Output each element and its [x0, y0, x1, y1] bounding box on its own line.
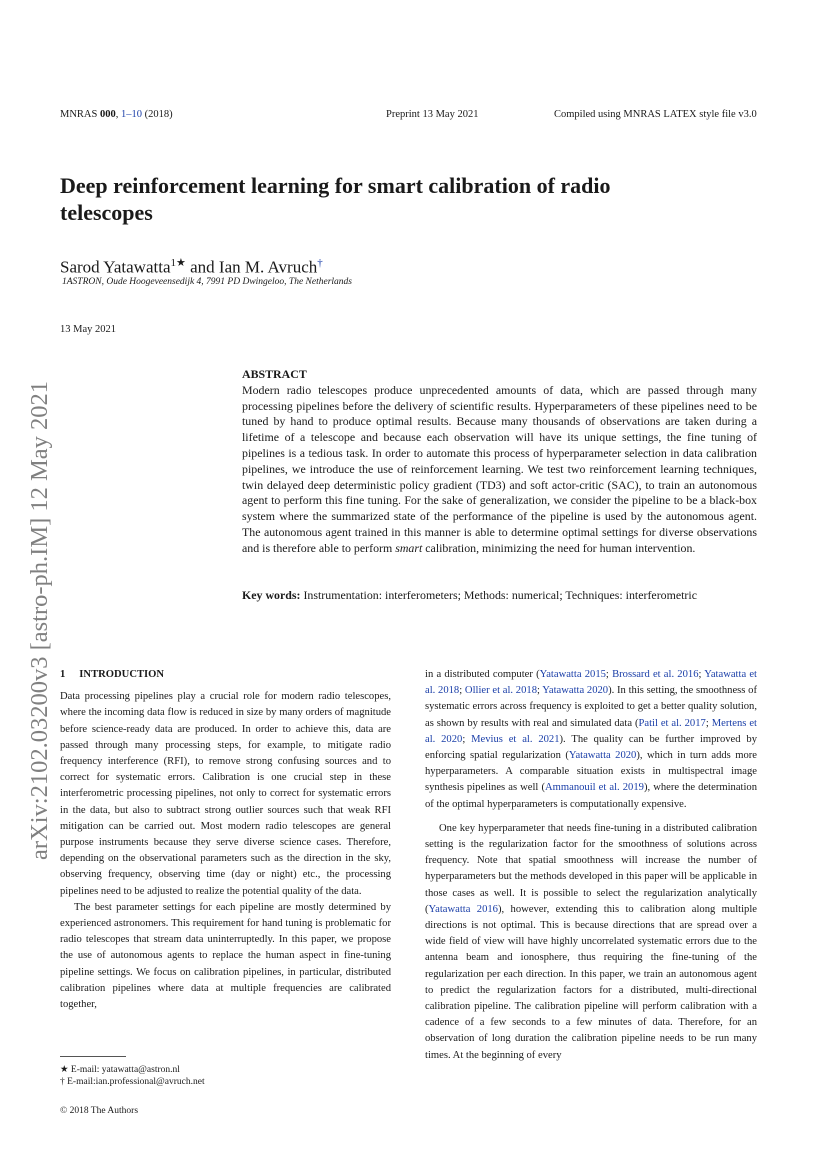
citation-link[interactable]: Mertens et al. 2020 — [425, 717, 757, 745]
citation-link[interactable]: Yatawatta 2020 — [542, 685, 609, 697]
journal-name: MNRAS — [60, 109, 98, 120]
abstract-text-end: calibration, minimizing the need for human intervention. — [422, 540, 696, 555]
author-2-mark[interactable]: † — [317, 257, 323, 269]
submission-date: 13 May 2021 — [60, 324, 116, 335]
footnote-rule — [60, 1056, 126, 1057]
citation-link[interactable]: Yatawatta et al. 2018 — [425, 669, 757, 697]
intro-paragraph-1: Data processing pipelines play a crucial role for modern radio telescopes, where the incoming data flow is reduced in size by many orders of magnitude before science-ready data are produced. In order to achieve this, data are passed through many processing steps, for example, to mitigate radio frequency interference (RFI), to remove strong confusing sources and to correct for systematic errors. Calibration is one crucial step in these interferometric processing pipelines, not only to correct for systematic errors in the data, but also to subtract strong outlier sources such that weak RFI mitigation can be carried out. Most modern radio telescopes are general purpose instruments because they serve diverse science cases. Therefore, depending on the observational parameters such as the direction in the sky, observing frequency, observing time (day or night) etc., the processing pipelines need to be adjusted to realize the potential quality of the data. — [60, 691, 391, 897]
journal-volume: 000 — [99, 109, 116, 120]
author-2: Ian M. Avruch — [218, 257, 318, 277]
pages-link[interactable]: 1–10 — [120, 109, 142, 120]
author-1-mark: 1★ — [170, 257, 186, 269]
section-number: 1 — [60, 669, 66, 680]
citation-link[interactable]: Ollier et al. 2018 — [464, 685, 537, 697]
keywords-label: Key words: — [242, 588, 301, 602]
abstract — [242, 367, 757, 557]
section-title: INTRODUCTION — [79, 669, 165, 680]
citation-link[interactable]: Patil et al. 2017 — [638, 717, 706, 729]
footnote-1-mark: ★ — [60, 1065, 69, 1075]
author-line — [60, 256, 323, 278]
keywords-text: Instrumentation: interferometers; Methods: numerical; Techniques: interferometric — [303, 588, 697, 602]
abstract-heading: ABSTRACT — [242, 367, 307, 381]
citation-link[interactable]: Yatawatta 2016 — [428, 903, 498, 915]
affiliation: 1ASTRON, Oude Hoogeveensedijk 4, 7991 PD Dwingeloo, The Netherlands — [62, 277, 352, 287]
intro-paragraph-2: The best parameter settings for each pipeline are mostly determined by experienced astronomers. This requirement for hand tuning is problematic for radio telescopes that stream data uninterruptedly. In this paper, we propose the use of autonomous agents to replace the human aspect in fine-tuning pipeline settings. We focus on calibration pipelines, in particular, distributed calibration pipelines where data at multiple frequencies are calibrated together, — [60, 901, 391, 1011]
column-right — [425, 667, 757, 1064]
keywords — [242, 588, 757, 604]
footnote-1 — [60, 1064, 180, 1075]
paper-title: Deep reinforcement learning for smart calibration of radio telescopes — [60, 173, 611, 225]
preprint-date: Preprint 13 May 2021 — [386, 109, 479, 120]
citation-link[interactable]: Yatawatta 2020 — [568, 750, 637, 762]
citation-link[interactable]: Yatawatta 2015 — [539, 669, 606, 680]
author-and: and — [185, 257, 219, 277]
citation-link[interactable]: Brossard et al. 2016 — [612, 669, 699, 680]
journal-header: MNRAS 000, 1–10 (2018) — [60, 109, 173, 120]
column-left — [60, 667, 391, 1013]
citation-link[interactable]: Mevius et al. 2021 — [471, 733, 560, 745]
abstract-text: Modern radio telescopes produce unprecedented amounts of data, which are passed through many processing pipelines before the delivery of scientific results. Hyperparameters of these pipelines need to be tuned by hand to produce optimal results. Because many thousands of observations are taken during a lifetime of a telescope and because each observation will have its unique settings, the fine tuning of pipelines is a tedious task. In order to automate this process of hyperparameter selection in data calibration pipelines, we introduce the use of reinforcement learning. We test two reinforcement learning techniques, twin delayed deep deterministic policy gradient (TD3) and soft actor-critic (SAC), to train an autonomous agent to perform this fine tuning. For the sake of generalization, we consider the pipeline to be a black-box system where the summarized state of the performance of the pipeline is used by the autonomous agent. The autonomous agent trained in this manner is able to determine optimal settings for diverse observations and is therefore able to perform — [242, 382, 757, 555]
section-heading — [60, 667, 391, 683]
arxiv-sidebar-stamp: arXiv:2102.03200v3 [astro-ph.IM] 12 May 2021 — [26, 380, 53, 860]
footnote-2 — [60, 1077, 205, 1087]
col2-paragraph-1: in a distributed computer (Yatawatta 2015; Brossard et al. 2016; Yatawatta et al. 2018; Ollier et al. 2018; Yatawatta 2020). In this setting, the smoothness of systematic errors across frequency is exploited to get a better quality solution, as shown by results with real and simulated data (Patil et al. 2017; Mertens et al. 2020; Mevius et al. 2021). The quality can be further improved by enforcing spatial regularization (Yatawatta 2020), which in turn adds more hyperparameters. A comparable situation exists in multispectral image synthesis pipelines as well (Ammanouil et al. 2019), where the determination of the optimal hyperparameters is computationally expensive. — [425, 669, 758, 810]
citation-link[interactable]: Ammanouil et al. 2019 — [544, 782, 644, 794]
author-1: Sarod Yatawatta — [60, 257, 171, 277]
abstract-smart: smart — [395, 540, 423, 555]
compiled-note: Compiled using MNRAS LATEX style file v3.0 — [554, 109, 757, 120]
col2-paragraph-2: One key hyperparameter that needs fine-tuning in a distributed calibration setting is the regularization factor for the smoothness of solutions across frequency. Note that spatial smoothness will increase the number of hyperparameters but the methods developed in this paper will be applicable in those cases as well. It is possible to select the regularization analytically (Yatawatta 2016), however, extending this to calibration along multiple directions is not optimal. This is because directions that are spread over a wide field of view will have highly uncorrelated systematic errors due to the antenna beam and ionosphere, thus requiring the fine-tuning of the regularization per each direction. In this paper, we train an autonomous agent to predict the regularization factors for a distributed, multi-directional calibration pipeline. The calibration pipeline will perform calibration with a cadence of a few seconds to a few minutes of data. Therefore, for an observation of long duration the calibration pipeline needs to be run many times. At the beginning of every — [425, 822, 757, 1061]
copyright: © 2018 The Authors — [60, 1106, 139, 1116]
journal-year: (2018) — [144, 109, 173, 120]
footnote-1-text: E-mail: yatawatta@astron.nl — [70, 1065, 180, 1075]
footnote-2-mark: † — [60, 1077, 65, 1087]
footnote-2-text: E-mail:ian.professional@avruch.net — [67, 1077, 205, 1087]
